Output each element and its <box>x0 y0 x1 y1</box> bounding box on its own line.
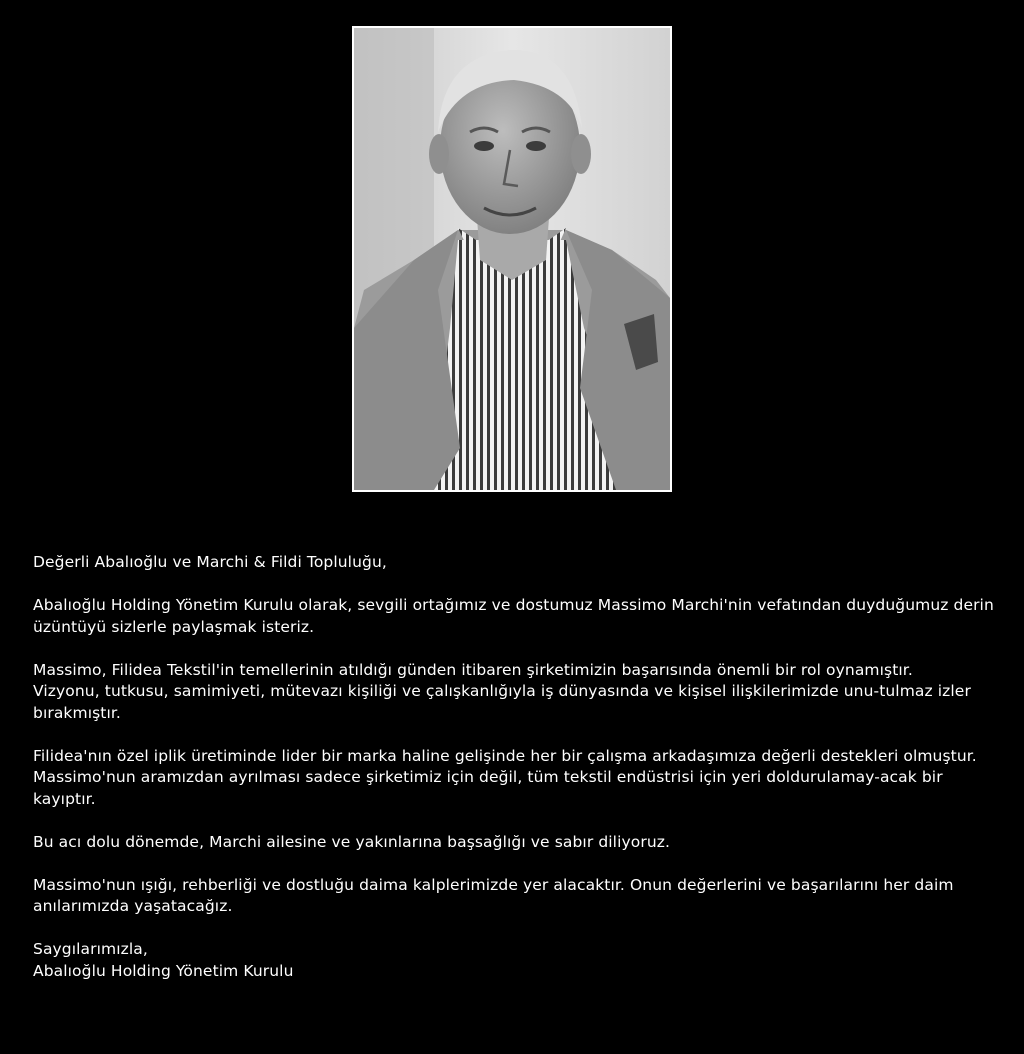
paragraph-support: Filidea'nın özel iplik üretiminde lider bir marka haline gelişinde her bir çalışma arkadaşımıza değerli destekleri olmuştur. <box>33 746 977 765</box>
portrait-photo <box>352 26 672 492</box>
condolence-letter <box>33 552 998 982</box>
portrait-illustration <box>354 28 670 490</box>
paragraph-announcement: Abalıoğlu Holding Yönetim Kurulu olarak, sevgili ortağımız ve dostumuz Massimo Marchi'nin vefatından duyduğumuz derin üzüntüyü sizlerle paylaşmak isteriz. <box>33 596 994 636</box>
closing: Saygılarımızla, <box>33 940 148 958</box>
paragraph-condolences: Bu acı dolu dönemde, Marchi ailesine ve yakınlarına başsağlığı ve sabır diliyoruz. <box>33 832 671 851</box>
paragraph-remembrance: Massimo'nun ışığı, rehberliği ve dostluğu daima kalplerimizde yer alacaktır. Onun değerlerini ve başarılarını her daim anılarımızda yaşatacağız. <box>33 875 954 915</box>
paragraph-loss: Massimo'nun aramızdan ayrılması sadece şirketimiz için değil, tüm tekstil endüstrisi için yeri doldurulamay-acak bir kayıptır. <box>33 768 943 808</box>
signature: Abalıoğlu Holding Yönetim Kurulu <box>33 961 294 980</box>
paragraph-vision: Vizyonu, tutkusu, samimiyeti, mütevazı kişiliği ve çalışkanlığıyla iş dünyasında ve kişisel ilişkilerimizde unu-tulmaz izler bırakmıştır. <box>33 682 971 722</box>
paragraph-role: Massimo, Filidea Tekstil'in temellerinin atıldığı günden itibaren şirketimizin başarısında önemli bir rol oynamıştır. <box>33 660 913 679</box>
salutation: Değerli Abalıoğlu ve Marchi & Fildi Topluluğu, <box>33 553 387 571</box>
